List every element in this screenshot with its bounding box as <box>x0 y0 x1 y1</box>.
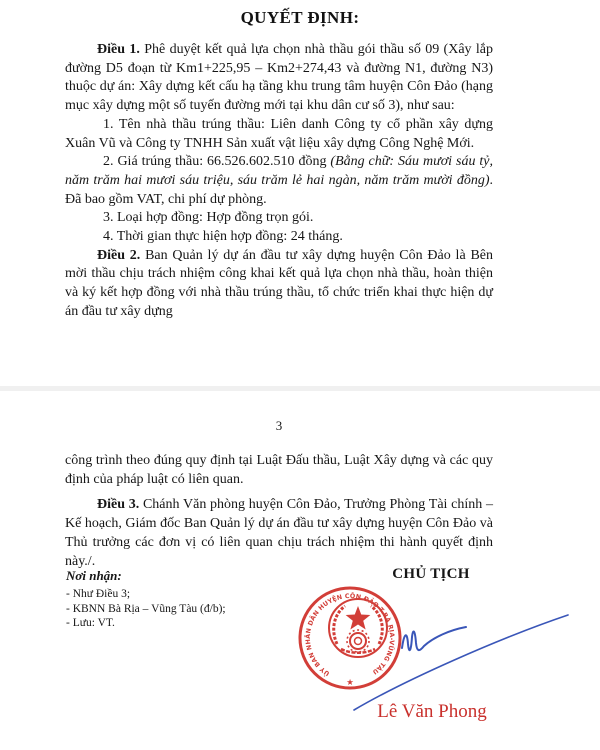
page2-body <box>65 41 493 322</box>
article-2-continuation: công trình theo đúng quy định tại Luật Đấu thầu, Luật Xây dựng và các quy định của pháp luật có liên quan. <box>65 453 493 487</box>
recipient-item: - Như Điều 3; <box>66 588 131 600</box>
item-2-amount: 2. Giá trúng thầu: 66.526.602.510 đồng <box>103 154 331 170</box>
signer-name: Lê Văn Phong <box>377 701 487 722</box>
recipient-item: - KBNN Bà Rịa – Vũng Tàu (đ/b); <box>66 602 226 615</box>
item-2-note: . Đã bao gồm VAT, chi phí dự phòng. <box>65 172 493 207</box>
item-2-paragraph <box>65 153 493 209</box>
seal-bottom-star-icon: ★ <box>346 677 354 687</box>
handwritten-signature <box>350 600 575 715</box>
article-2-text: Ban Quản lý dự án đầu tư xây dựng huyện Côn Đảo là Bên mời thầu chịu trách nhiệm công khai kết quả lựa chọn nhà thầu, hoàn thiện và ký kết hợp đồng với nhà thầu trúng thầu, tổ chức triển khai thực hiện dự án đầu tư xây dựng <box>65 247 494 319</box>
recipient-item: - Lưu: VT. <box>66 617 115 629</box>
recipients-block <box>66 568 226 631</box>
item-2-amount-in-words: (Bằng chữ: Sáu mươi sáu tỷ, năm trăm hai mươi sáu triệu, sáu trăm lẻ hai ngàn, năm trăm mười đồng) <box>65 154 493 188</box>
item-4-paragraph: 4. Thời gian thực hiện hợp đồng: 24 tháng. <box>103 229 343 245</box>
signature-flourish-line <box>354 615 568 710</box>
page3-body <box>65 452 493 571</box>
item-3-paragraph: 3. Loại hợp đồng: Hợp đồng trọn gói. <box>103 210 314 226</box>
article-3-paragraph <box>65 496 493 571</box>
article-1-text: Phê duyệt kết quả lựa chọn nhà thầu gói thầu số 09 (Xây lắp đường D5 đoạn từ Km1+225,95 – Km2+274,43 và đường N1, đường N3) thuộc dự án: Xây dựng kết cấu hạ tầng khu trung tâm huyện Côn Đảo (hạng mục xây dựng một số tuyến đường mới tại khu dân cư số 3), như sau: <box>65 42 493 114</box>
article-1-paragraph <box>65 41 493 116</box>
signer-title: CHỦ TỊCH <box>392 566 470 582</box>
article-3-text: Chánh Văn phòng huyện Côn Đảo, Trưởng Phòng Tài chính – Kế hoạch, Giám đốc Ban Quản lý dự án đầu tư xây dựng huyện Côn Đảo và Thủ trưởng các đơn vị có liên quan chịu trách nhiệm thi hành quyết định này./. <box>65 497 493 569</box>
signature-scribble <box>402 627 466 650</box>
article-1-lead: Điều 1. <box>97 42 140 57</box>
item-1-paragraph: 1. Tên nhà thầu trúng thầu: Liên danh Công ty cổ phần xây dựng Xuân Vũ và Công ty TNHH Sản xuất vật liệu xây dựng Công Nghệ Mới. <box>65 116 493 151</box>
recipients-title: Nơi nhận: <box>66 568 122 583</box>
article-2-paragraph <box>65 247 493 322</box>
page-number: 3 <box>275 418 283 433</box>
seal-ring-text: ỦY BAN NHÂN DÂN HUYỆN CÔN ĐẢO T.BÀ RỊA-VŨNG TÀU <box>304 592 396 677</box>
article-3-lead: Điều 3. <box>97 497 140 513</box>
article-2-lead: Điều 2. <box>97 247 141 263</box>
page-break-separator <box>0 386 600 391</box>
document-title: QUYẾT ĐỊNH: <box>240 8 360 27</box>
